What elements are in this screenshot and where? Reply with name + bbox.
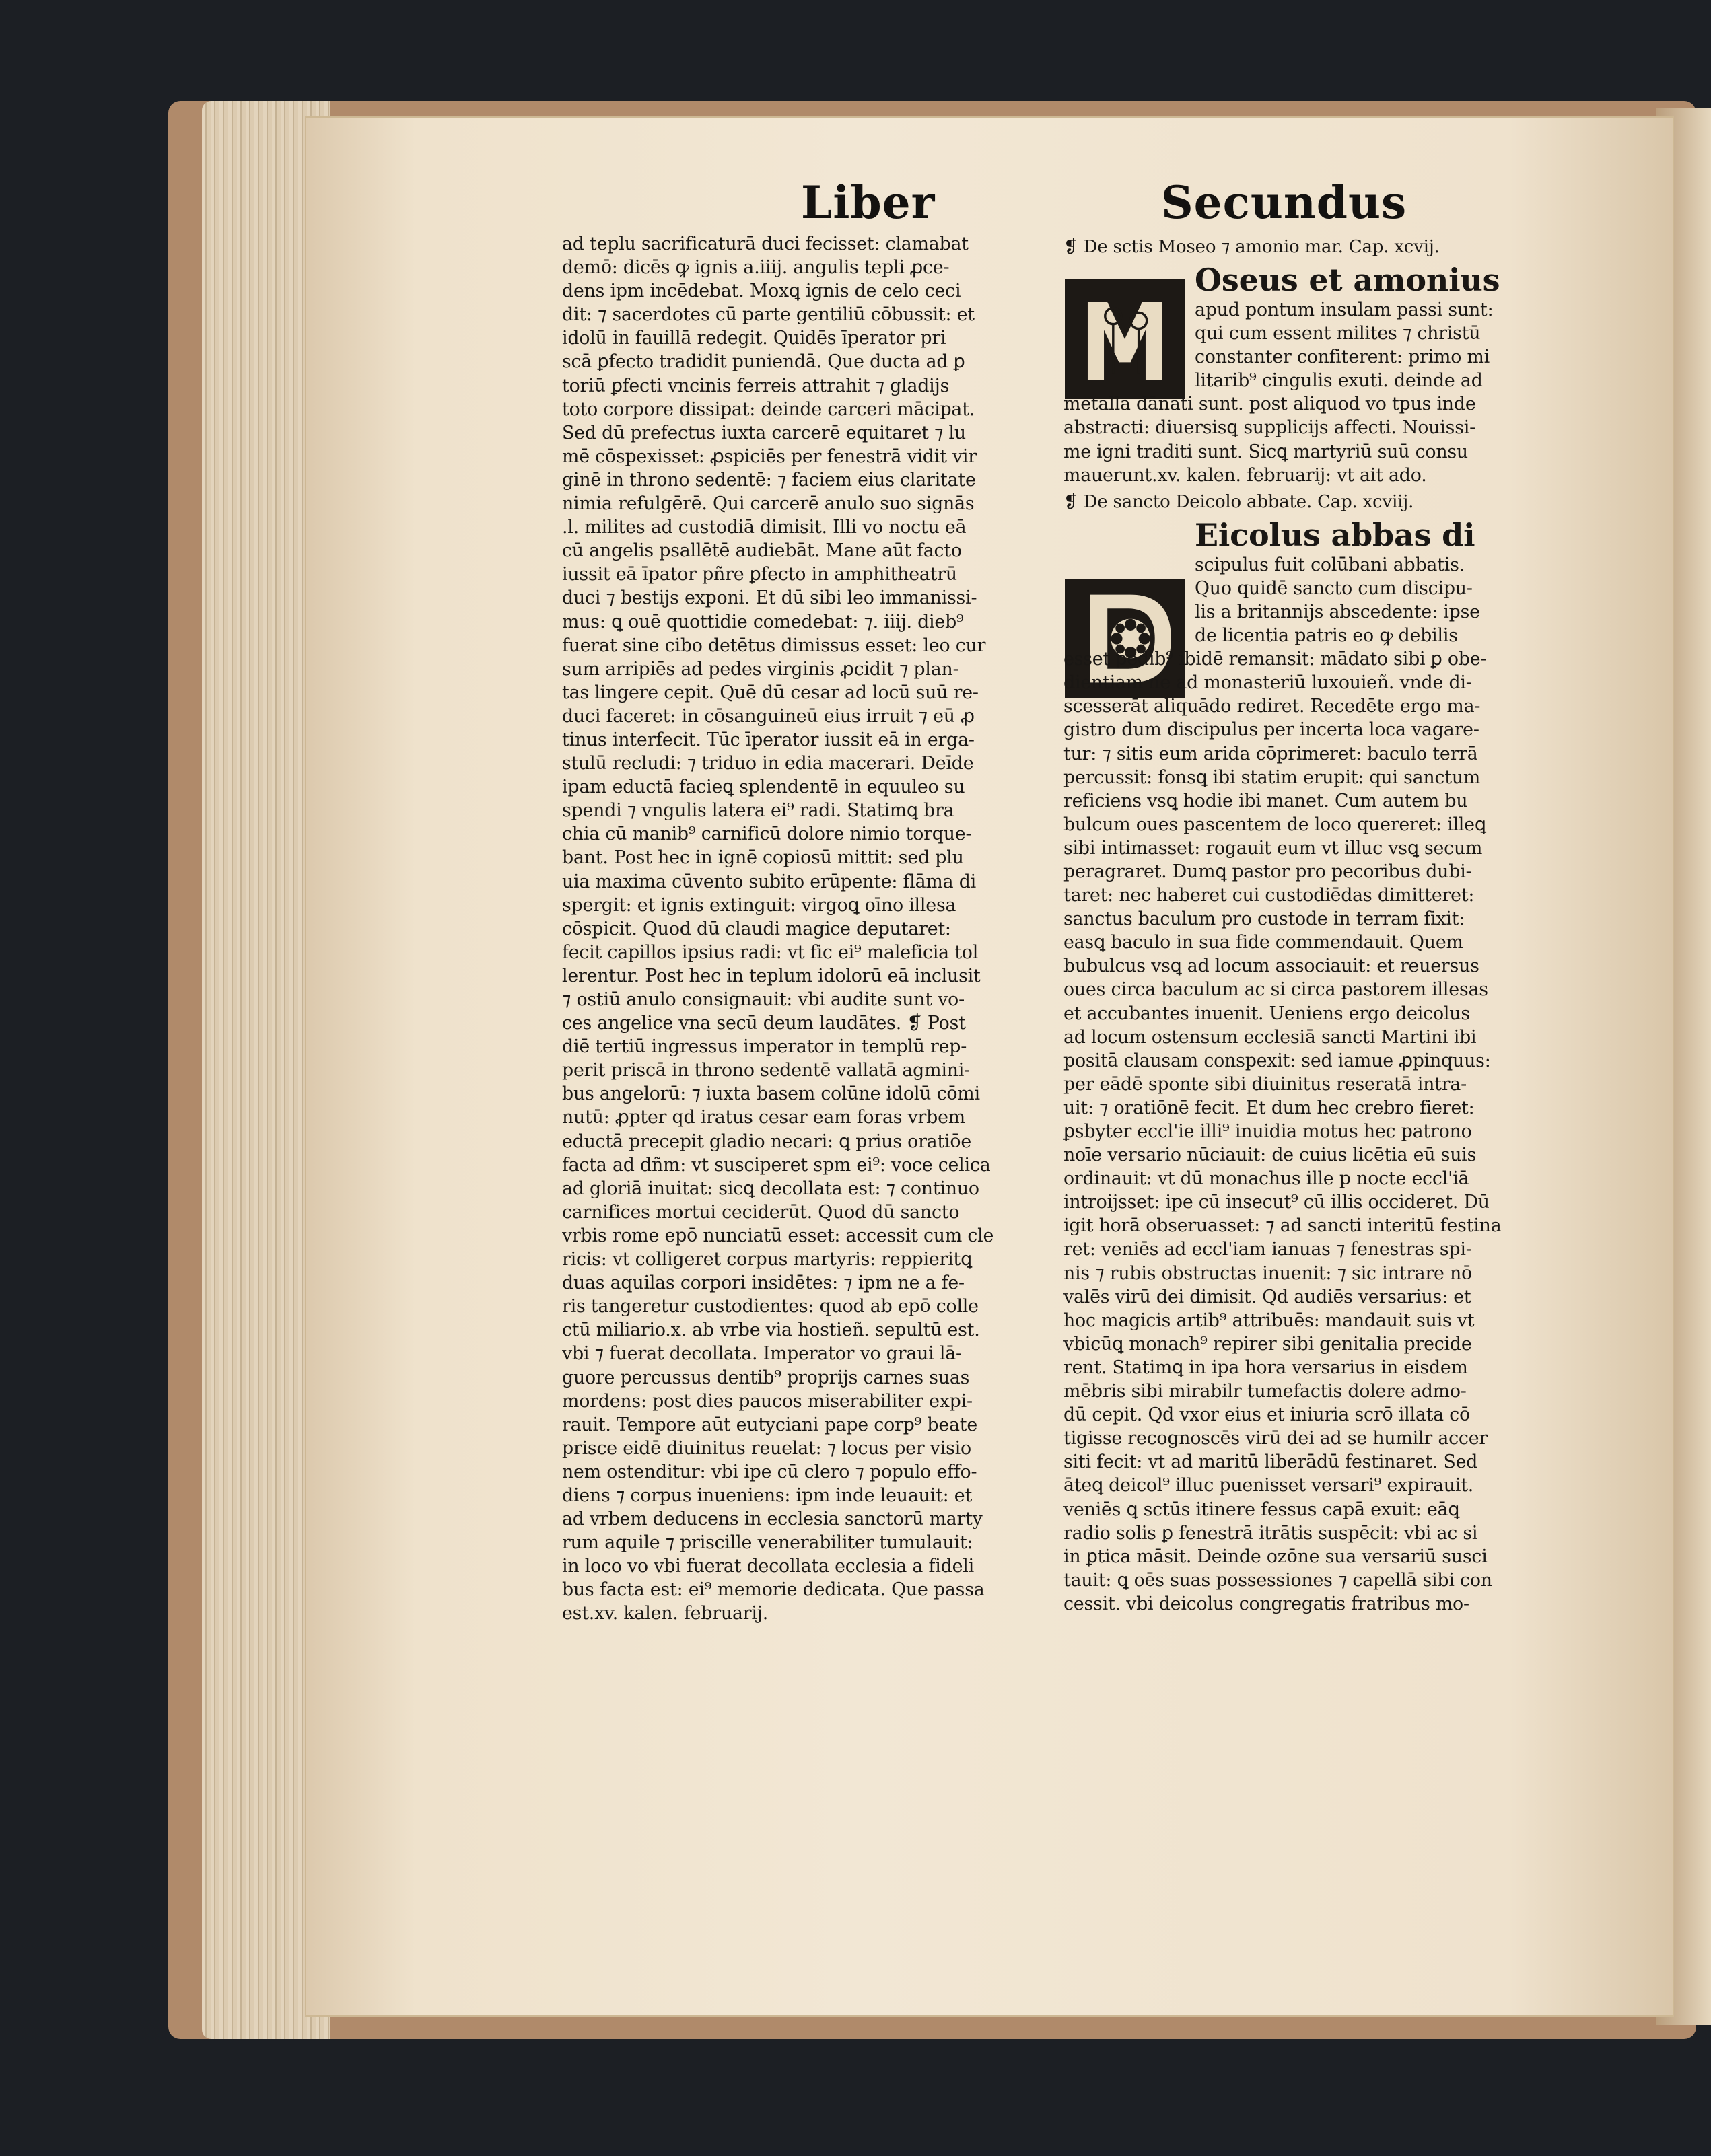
text-line: iussit eā īpator pñre ꝑfecto in amphitheatrū [562,564,957,585]
text-line: fuerat sine cibo detētus dimissus esset: leo cur [562,635,986,656]
text-line: spergit: et ignis extinguit: virgoꝗ oīno illesa [562,894,956,916]
text-line: cōspicit. Quod dū claudi magice deputaret: [562,918,951,939]
text-line: dū cepit. Qd vxor eius et iniuria scrō illata cō [1063,1404,1471,1426]
text-line: igit horā obseruasset: ⁊ ad sancti interitū festina [1063,1215,1502,1237]
left-text-column [562,232,1074,1626]
text-line: fecit capillos ipsius radi: vt fic ei⁹ maleficia tol [562,941,979,963]
text-line: per eādē sponte sibi diuinitus reseratā intra- [1063,1073,1467,1095]
text-line: prisce eidē diuinitus reuelat: ⁊ locus per visio [562,1437,971,1459]
text-line: carnifices mortui ceciderūt. Quod dū sancto [562,1201,960,1223]
text-line: nimia refulgērē. Qui carcerē anulo suo signās [562,493,975,515]
text-line: litarib⁹ cingulis exuti. deinde ad [1195,370,1483,392]
text-line: idolū in fauillā redegit. Quidēs īperator pri [562,328,946,349]
running-head-right: Secundus [1161,176,1407,229]
text-line: stulū recludi: ⁊ triduo in edia macerari. Deīde [562,753,974,775]
text-line: noīe versario nūciauit: de cuius licētia eū suis [1063,1145,1477,1166]
text-line: scesserāt aliquādo rediret. Recedēte ergo ma- [1063,696,1481,717]
text-line: tas lingere cepit. Quē dū cesar ad locū suū re- [562,682,979,703]
text-line: guore percussus dentib⁹ proprijs carnes suas [562,1367,970,1388]
text-line: Sed dū prefectus iuxta carcerē equitaret ⁊ lu [562,422,966,443]
text-line: constanter confiterent: primo mi [1195,347,1490,368]
text-line: nis ⁊ rubis obstructas inuenit: ⁊ sic intrare nō [1063,1262,1473,1284]
text-line: ad locum ostensum ecclesiā sancti Martini ibi [1063,1026,1477,1048]
text-line: bubulcus vsꝗ ad locum associauit: et reuersus [1063,956,1479,977]
chapter-rubric-98: ❡ De sancto Deicolo abbate. Cap. xcviij. [1063,491,1414,512]
text-line: qui cum essent milites ⁊ christū [1195,323,1481,345]
text-line: lerentur. Post hec in teplum idolorū eā inclusit [562,965,981,986]
text-line: introijsset: ipe cū insecut⁹ cū illis occideret. Dū [1063,1192,1490,1213]
text-line: ⁊ ostiū anulo consignauit: vbi audite sunt vo- [562,989,965,1010]
text-line: cessit. vbi deicolus congregatis fratribus mo- [1063,1593,1469,1614]
text-line: spendi ⁊ vngulis latera ei⁹ radi. Statimꝗ bra [562,800,954,822]
text-line: siti fecit: vt ad maritū liberādū festinaret. Sed [1063,1451,1478,1473]
text-line: bant. Post hec in ignē copiosū mittit: sed plu [562,847,964,869]
text-line: demō: dicēs ꝙ ignis a.iiij. angulis tepli ꝓce- [562,257,950,279]
text-line: metalla dānati sunt. post aliquod vo tpus inde [1063,394,1476,415]
text-line: apud pontum insulam passi sunt: [1195,299,1494,320]
text-line: dientiam ne ad monasteriū luxouieñ. vnde di- [1063,672,1472,694]
text-line: duci faceret: in cōsanguineū eius irruit ⁊ eū ꝓ [562,705,975,727]
text-block-1 [1063,392,1575,487]
text-line: bulcum oues pascentem de loco quereret: illeꝗ [1063,814,1486,835]
text-line: bus angelorū: ⁊ iuxta basem colūne idolū cōmi [562,1083,980,1105]
text-line: dit: ⁊ sacerdotes cū parte gentiliū cōbussit: et [562,304,975,326]
text-line: scā ꝑfecto tradidit puniendā. Que ducta ad ꝑ [562,351,965,373]
text-line: Quo quidē sancto cum discipu- [1195,577,1473,599]
text-line: reficiens vsꝗ hodie ibi manet. Cum autem bu [1063,790,1468,812]
text-line: valēs virū dei dimisit. Qd audiēs versarius: et [1063,1286,1471,1307]
text-line: scipulus fuit colūbani abbatis. [1195,554,1465,575]
text-line: facta ad dñm: vt susciperet spm ei⁹: voce celica [562,1154,991,1176]
text-line: eductā precepit gladio necari: ꝗ prius oratiōe [562,1130,971,1152]
text-line: ad teplu sacrificaturā duci fecisset: clamabat [562,233,969,254]
text-line: radio solis ꝑ fenestrā itrātis suspēcit: vbi ac si [1063,1522,1478,1544]
text-line: est.xv. kalen. februarij. [562,1603,769,1624]
indented-block-2 [1063,553,1575,647]
text-line: sibi intimasset: rogauit eum vt illuc vsꝗ secum [1063,837,1483,859]
text-line: percussit: fonsꝗ ibi statim erupit: qui sanctum [1063,766,1481,788]
text-line: ginē in throno sedentē: ⁊ faciem eius claritate [562,469,976,491]
text-line: veniēs ꝗ sctūs itinere fessus capā exuit: eāꝗ [1063,1499,1460,1520]
text-line: peragraret. Dumꝗ pastor pro pecoribus dubi- [1063,861,1472,882]
chapter-title-deicolus: Eicolus abbas di [1195,516,1475,553]
right-text-column [1063,232,1575,1616]
text-line: easꝗ baculo in sua fide commendauit. Quem [1063,932,1463,954]
text-line: ipam eductā facieꝗ splendentē in equuleo su [562,777,965,798]
text-line: mē cōspexisset: ꝓspiciēs per fenestrā vidit vir [562,445,977,467]
text-line: .l. milites ad custodiā dimisit. Illi vo noctu eā [562,517,967,538]
text-line: uia maxima cūvento subito erūpente: flāma di [562,871,977,892]
text-line: mauerunt.xv. kalen. februarij: vt ait ado. [1063,464,1427,486]
text-line: oues circa baculum ac si circa pastorem illesas [1063,979,1488,1001]
text-line: rauit. Tempore aūt eutyciani pape corp⁹ beate [562,1414,978,1435]
text-line: ret: veniēs ad eccl'iam ianuas ⁊ fenestras spi- [1063,1239,1472,1260]
text-line: toto corpore dissipat: deinde carceri mācipat. [562,398,975,420]
text-block-2 [1063,647,1575,1616]
text-line: cū angelis psallētē audiebāt. Mane aūt facto [562,540,962,562]
text-line: mēbris sibi mirabilr tumefactis dolere admo- [1063,1381,1467,1402]
text-line: tauit: ꝗ oēs suas possessiones ⁊ capellā sibi con [1063,1569,1492,1591]
text-line: hoc magicis artib⁹ attribuēs: mandauit suis vt [1063,1309,1475,1331]
indented-block-1 [1063,298,1575,392]
text-line: de licentia patris eo ꝙ debilis [1195,625,1458,647]
text-line: esset pedib⁹ ibidē remansit: mādato sibi ꝑ obe- [1063,649,1487,670]
text-line: ctū miliario.x. ab vrbe via hostieñ. sepultū est. [562,1320,980,1341]
text-line: nutū: ꝓpter qd iratus cesar eam foras vrbem [562,1107,965,1128]
text-line: sum arripiēs ad pedes virginis ꝓcidit ⁊ plan- [562,658,959,680]
text-line: vbi ⁊ fuerat decollata. Imperator vo graui lā- [562,1343,962,1365]
text-line: ris tangeretur custodientes: quod ab epō colle [562,1296,979,1318]
text-line: mordens: post dies paucos miserabiliter expi- [562,1390,973,1412]
text-line: nem ostenditur: vbi ipe cū clero ⁊ populo effo- [562,1461,977,1482]
chapter-rubric-97: ❡ De sctis Moseo ⁊ amonio mar. Cap. xcvij. [1063,237,1440,257]
text-line: positā clausam conspexit: sed iamue ꝓpinquus: [1063,1050,1491,1071]
text-line: me igni traditi sunt. Sicꝗ martyriū suū consu [1063,441,1468,462]
text-line: gistro dum discipulus per incerta loca vagare- [1063,719,1479,741]
text-line: ꝑsbyter eccl'ie illi⁹ inuidia motus hec patrono [1063,1121,1472,1142]
text-line: vrbis rome epō nunciatū esset: accessit cum cle [562,1225,994,1246]
text-line: tinus interfecit. Tūc īperator iussit eā in erga- [562,729,975,750]
text-line: rum aquile ⁊ priscille venerabiliter tumulauit: [562,1532,973,1554]
text-line: mus: ꝗ ouē quottidie comedebat: ⁊. iiij. dieb⁹ [562,611,964,633]
text-line: tigisse recognoscēs virū dei ad se humilr accer [1063,1428,1488,1449]
text-line: in ꝑtica māsit. Deinde ozōne sua versariū susci [1063,1546,1488,1567]
text-line: in loco vo vbi fuerat decollata ecclesia a fideli [562,1556,974,1577]
text-line: bus facta est: ei⁹ memorie dedicata. Que passa [562,1579,985,1601]
text-line: uit: ⁊ oratiōnē fecit. Et dum hec crebro fieret: [1063,1097,1475,1118]
text-line: perit priscā in throno sedentē vallatā agmini- [562,1060,971,1081]
text-line: vbicūꝗ monach⁹ repirer sibi genitalia precide [1063,1333,1472,1355]
text-line: āteꝗ deicol⁹ illuc puenisset versari⁹ expirauit. [1063,1475,1474,1497]
text-line: ordinauit: vt dū monachus ille p nocte eccl'iā [1063,1168,1469,1190]
text-line: ricis: vt colligeret corpus martyris: reppieritꝗ [562,1249,972,1270]
text-line: diē tertiū ingressus imperator in templū rep- [562,1036,967,1058]
text-line: duci ⁊ bestijs exponi. Et dū sibi leo immanissi- [562,587,977,609]
text-line: ad vrbem deducens in ecclesia sanctorū marty [562,1509,983,1530]
text-line: rent. Statimꝗ in ipa hora versarius in eisdem [1063,1357,1468,1378]
text-line: toriū ꝑfecti vncinis ferreis attrahit ⁊ gladijs [562,375,950,396]
text-line: dens ipm incēdebat. Moxꝗ ignis de celo ceci [562,281,961,302]
text-line: duas aquilas corpori insidētes: ⁊ ipm ne a fe- [562,1272,965,1294]
text-line: taret: nec haberet cui custodiēdas dimitteret: [1063,885,1475,906]
text-line: abstracti: diuersisꝗ supplicijs affecti. Nouissi- [1063,417,1475,439]
text-line: ad gloriā inuitat: sicꝗ decollata est: ⁊ continuo [562,1178,979,1199]
text-line: lis a britannijs abscedente: ipse [1195,601,1480,622]
text-line: ces angelice vna secū deum laudātes. ❡ Post [562,1013,966,1034]
chapter-title-moseus: Oseus et amonius [1195,262,1500,298]
text-line: sanctus baculum pro custode in terram fixit: [1063,908,1465,930]
running-head-left: Liber [801,176,936,229]
text-line: et accubantes inuenit. Ueniens ergo deicolus [1063,1003,1470,1024]
text-line: tur: ⁊ sitis eum arida cōprimeret: baculo terrā [1063,743,1478,764]
text-line: chia cū manib⁹ carnificū dolore nimio torque- [562,824,972,845]
text-line: diens ⁊ corpus inueniens: ipm inde leuauit: et [562,1484,973,1506]
